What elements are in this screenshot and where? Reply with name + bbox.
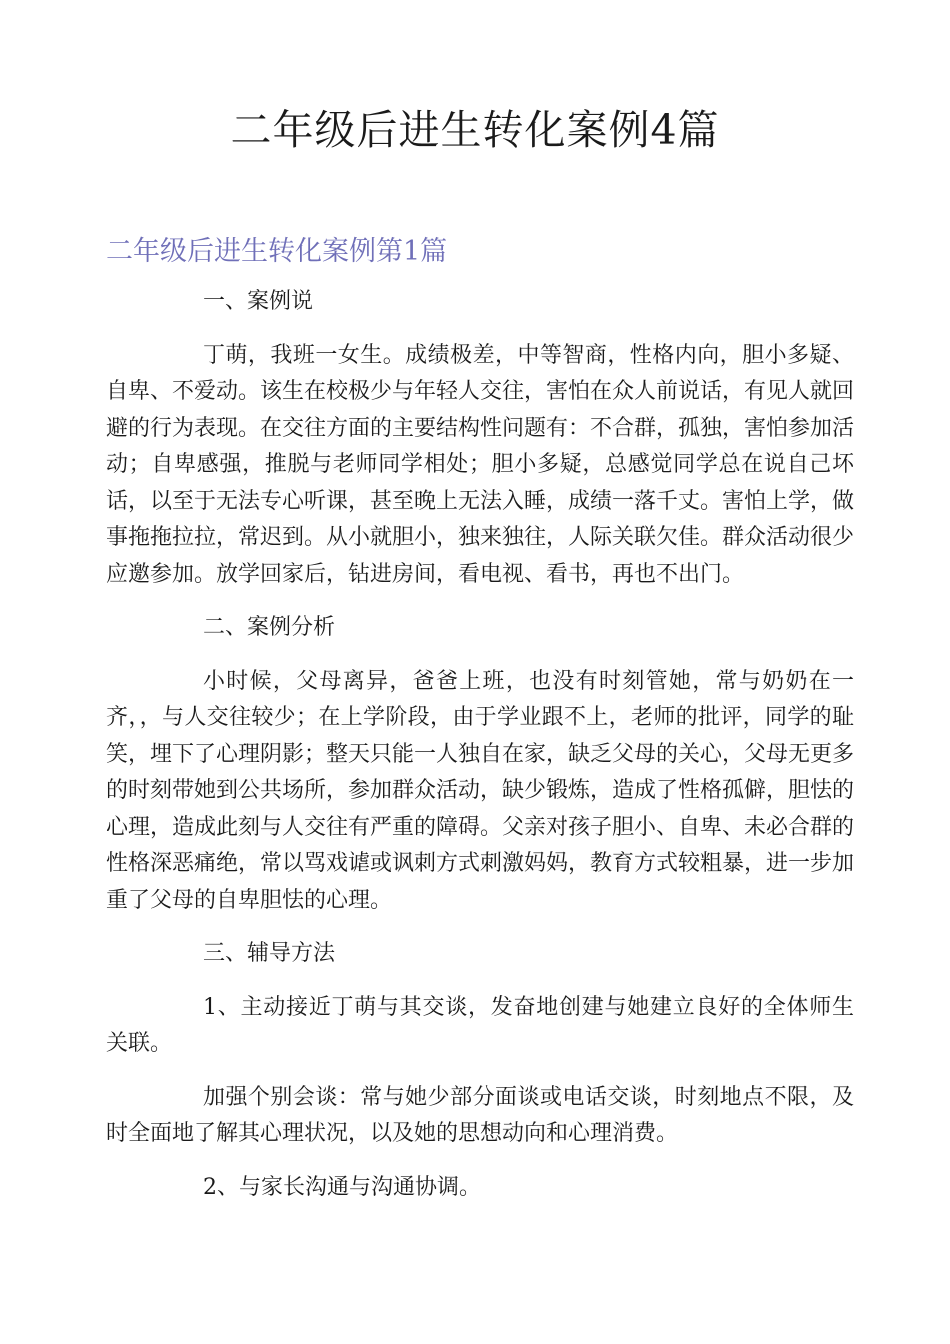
document-title: 二年级后进生转化案例4篇 (230, 106, 720, 154)
paragraph-case-analysis: 小时候，父母离异，爸爸上班，也没有时刻管她，常与奶奶在一齐，，与人交往较少；在上学阶段，由于学业跟不上，老师的批评，同学的耻笑，埋下了心理阴影；整天只能一人独自在家，缺乏父母的关心，父母无更多的时刻带她到公共场所，参加群众活动，缺少锻炼，造成了性格孤僻，胆怯的心理，造成此刻与人交往有严重的障碍。父亲对孩子胆小、自卑、未必合群的性格深恶痛绝，常以骂戏谑或讽刺方式刺激妈妈，教育方式较粗暴，进一步加重了父母的自卑胆怯的心理。 (106, 668, 855, 913)
paragraph-individual-talks: 加强个别会谈：常与她少部分面谈或电话交谈，时刻地点不限，及时全面地了解其心理状况，以及她的思想动向和心理消费。 (106, 1084, 854, 1146)
paragraph-method-1: 1、主动接近丁萌与其交谈，发奋地创建与她建立良好的全体师生关联。 (106, 994, 854, 1056)
subheading-case-description: 一、案例说 (203, 289, 314, 314)
document-body (106, 284, 854, 1223)
paragraph-case-description: 丁萌，我班一女生。成绩极差，中等智商，性格内向，胆小多疑、自卑、不爱动。该生在校极少与年轻人交往，害怕在众人前说话，有见人就回避的行为表现。在交往方面的主要结构性问题有：不合群，孤独，害怕参加活动；自卑感强，推脱与老师同学相处；胆小多疑，总感觉同学总在说自己坏话，以至于无法专心听课，甚至晚上无法入睡，成绩一落千丈。害怕上学，做事拖拖拉拉，常迟到。从小就胆小，独来独往，人际关联欠佳。群众活动很少应邀参加。放学回家后，钻进房间，看电视、看书，再也不出门。 (106, 342, 855, 587)
subheading-guidance-methods: 三、辅导方法 (203, 941, 336, 966)
paragraph-method-2: 2、与家长沟通与沟通协调。 (203, 1174, 481, 1200)
subheading-case-analysis: 二、案例分析 (203, 615, 336, 640)
section-heading: 二年级后进生转化案例第1篇 (106, 236, 448, 267)
